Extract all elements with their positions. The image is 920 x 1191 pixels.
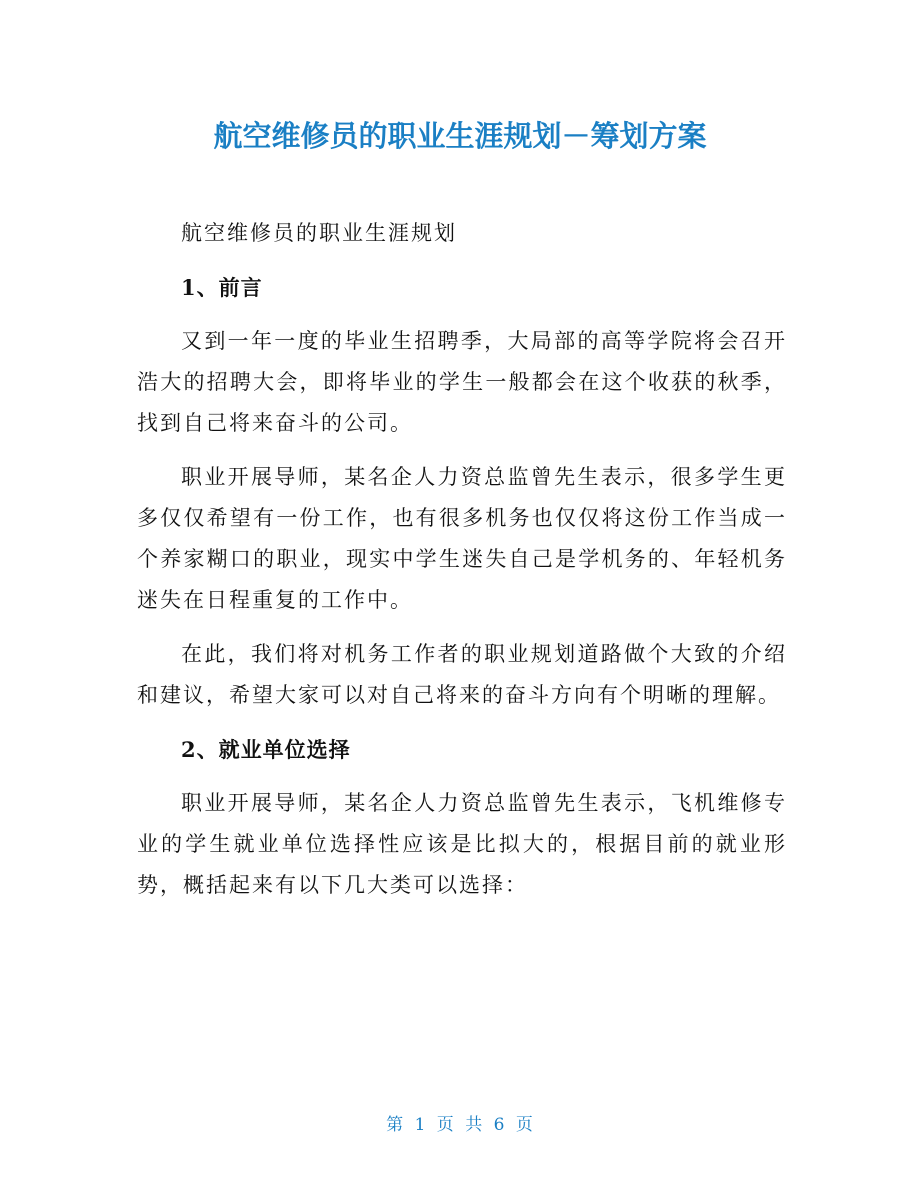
section-heading-employment: 2、就业单位选择 — [181, 737, 351, 762]
page-number-footer: 第 1 页 共 6 页 — [386, 1115, 534, 1135]
section-heading-intro: 1、前言 — [181, 275, 263, 300]
document-body — [137, 213, 787, 906]
paragraph: 职业开展导师，某名企人力资总监曾先生表示，很多学生更多仅仅希望有一份工作，也有很多机务也仅仅将这份工作当成一个养家糊口的职业，现实中学生迷失自己是学机务的、年轻机务迷失在日程重复的工作中。 — [137, 465, 787, 612]
paragraph: 职业开展导师，某名企人力资总监曾先生表示，飞机维修专业的学生就业单位选择性应该是比拟大的，根据目前的就业形势，概括起来有以下几大类可以选择： — [137, 791, 787, 897]
document-title: 航空维修员的职业生涯规划－筹划方案 — [213, 119, 707, 153]
paragraph: 在此，我们将对机务工作者的职业规划道路做个大致的介绍和建议，希望大家可以对自己将来的奋斗方向有个明晰的理解。 — [137, 642, 787, 707]
paragraph: 又到一年一度的毕业生招聘季，大局部的高等学院将会召开浩大的招聘大会，即将毕业的学生一般都会在这个收获的秋季，找到自己将来奋斗的公司。 — [137, 329, 787, 435]
document-subtitle: 航空维修员的职业生涯规划 — [181, 221, 457, 245]
